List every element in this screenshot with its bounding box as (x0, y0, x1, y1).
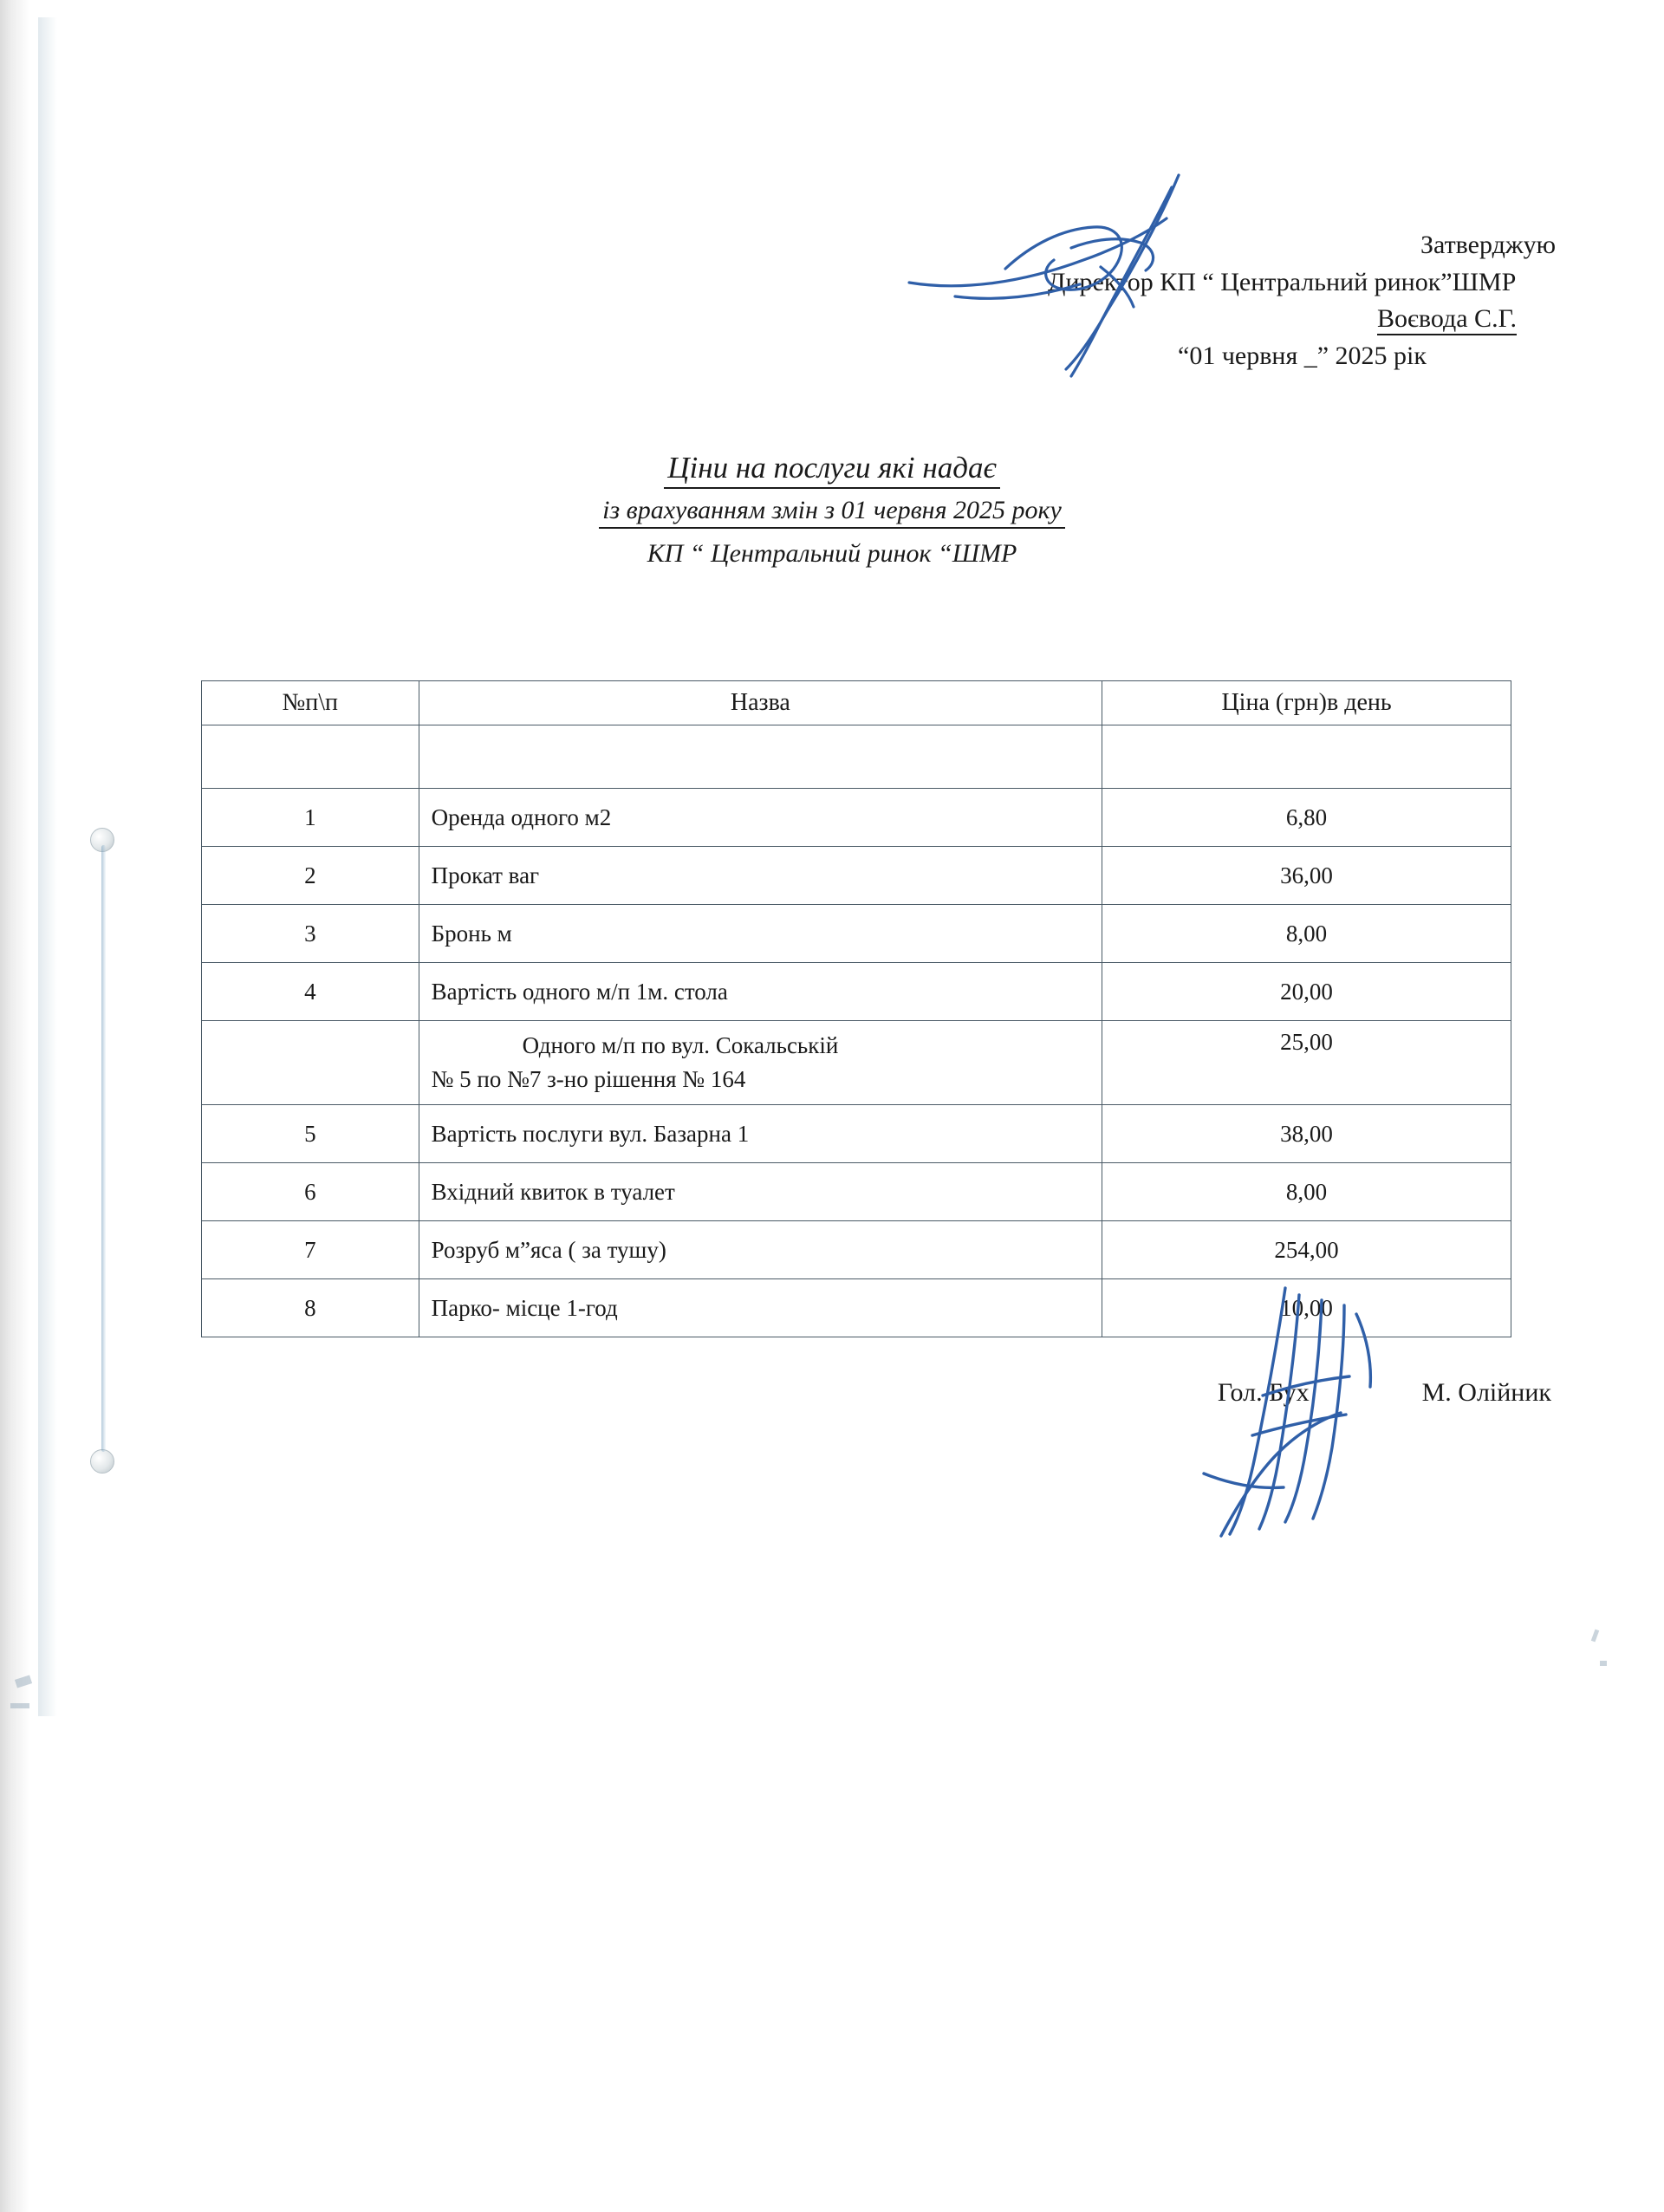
row-price: 10,00 (1102, 1279, 1511, 1337)
table-row (202, 1279, 1511, 1337)
price-table (201, 680, 1511, 1337)
title-subline: із врахуванням змін з 01 червня 2025 року (599, 496, 1065, 529)
table-row (202, 847, 1511, 905)
row-num: 2 (202, 847, 419, 905)
row-name: Вартість одного м/п 1м. стола (419, 963, 1102, 1021)
row-num: 6 (202, 1163, 419, 1221)
page-title: Ціни на послуги які надає (664, 451, 999, 489)
table-row (202, 789, 1511, 847)
row-price: 6,80 (1102, 789, 1511, 847)
row-name: Розруб м”яса ( за тушу) (419, 1221, 1102, 1279)
row-price: 36,00 (1102, 847, 1511, 905)
binding-line-artifact (101, 845, 106, 1452)
row-name: Бронь м (419, 905, 1102, 963)
director-name: Воєвода С.Г. (1377, 304, 1517, 335)
row-price: 254,00 (1102, 1221, 1511, 1279)
approval-date: “01 червня _” 2025 рік (1178, 341, 1427, 370)
header-price: Ціна (грн)в день (1102, 681, 1511, 725)
row-name (419, 1021, 1102, 1105)
table-row (202, 1163, 1511, 1221)
accountant-role: Гол. Бух (1217, 1378, 1310, 1407)
row-name: Парко- місце 1-год (419, 1279, 1102, 1337)
row-name-part1: Одного м/п по вул. Сокальській (522, 1032, 839, 1058)
approval-label: Затверджую (1420, 231, 1556, 259)
document-title-block (0, 451, 1664, 569)
table-spacer-row (202, 725, 1511, 789)
table-row (202, 1105, 1511, 1163)
row-num: 8 (202, 1279, 419, 1337)
row-name: Вхідний квиток в туалет (419, 1163, 1102, 1221)
row-price: 38,00 (1102, 1105, 1511, 1163)
row-num: 1 (202, 789, 419, 847)
table-row (202, 905, 1511, 963)
row-num: 5 (202, 1105, 419, 1163)
scan-strip-artifact (38, 17, 57, 1716)
row-name: Вартість послуги вул. Базарна 1 (419, 1105, 1102, 1163)
row-name: Оренда одного м2 (419, 789, 1102, 847)
accountant-name: М. Олійник (1421, 1378, 1551, 1407)
table-header-row (202, 681, 1511, 725)
scan-fleck (1600, 1661, 1607, 1666)
row-price: 25,00 (1102, 1021, 1511, 1105)
header-num: №п\п (202, 681, 419, 725)
table-row (202, 1221, 1511, 1279)
row-name-part2: № 5 по №7 з-но рішення № 164 (431, 1066, 746, 1093)
title-organization: КП “ Центральний ринок “ШМР (647, 539, 1017, 568)
row-num: 4 (202, 963, 419, 1021)
row-num: 3 (202, 905, 419, 963)
row-price: 20,00 (1102, 963, 1511, 1021)
table-row (202, 963, 1511, 1021)
scan-fleck (1591, 1630, 1599, 1643)
row-price: 8,00 (1102, 1163, 1511, 1221)
approval-header-block (1048, 227, 1556, 374)
row-num (202, 1021, 419, 1105)
accountant-signature-line (1218, 1378, 1551, 1408)
table-row-note (202, 1021, 1511, 1105)
scan-edge-artifact (0, 0, 29, 2212)
hole-punch-mark-bottom (90, 1449, 114, 1474)
row-price: 8,00 (1102, 905, 1511, 963)
header-name: Назва (419, 681, 1102, 725)
row-num: 7 (202, 1221, 419, 1279)
director-line: Директор КП “ Центральний ринок”ШМР (1048, 267, 1517, 296)
scan-fleck (10, 1703, 29, 1708)
row-name: Прокат ваг (419, 847, 1102, 905)
